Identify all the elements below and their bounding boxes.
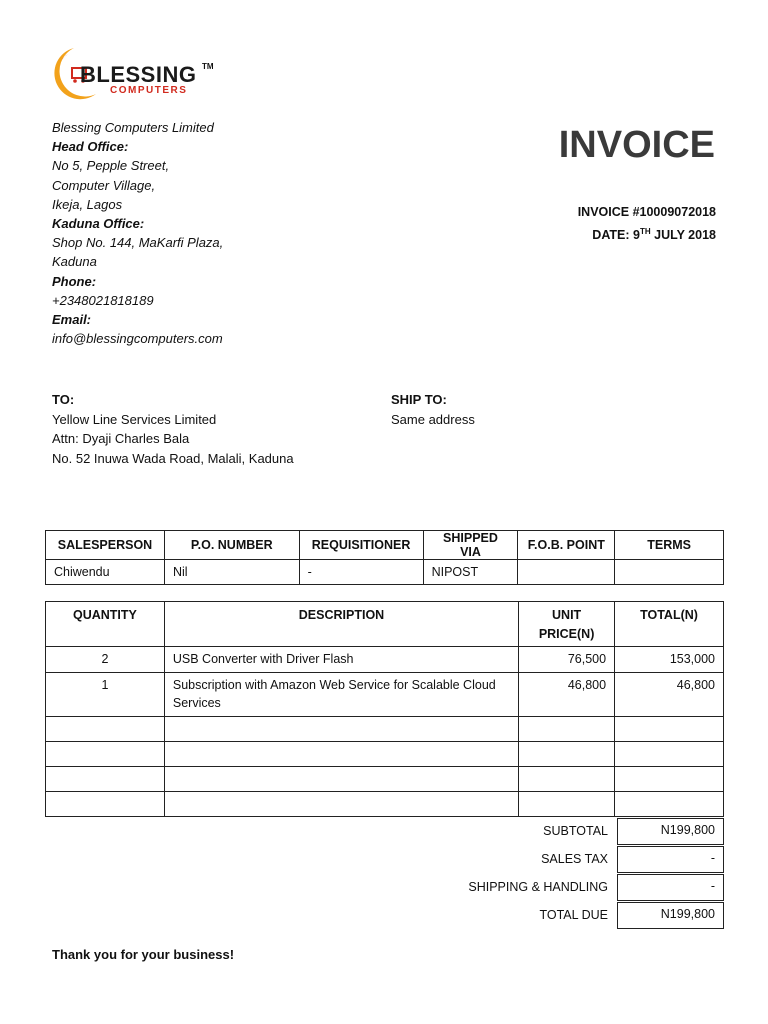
quantity-cell bbox=[46, 792, 165, 817]
brand-name: BLESSING bbox=[80, 62, 197, 87]
total-cell: 46,800 bbox=[615, 673, 724, 717]
total-due-row bbox=[45, 902, 724, 930]
table-row bbox=[46, 673, 724, 717]
email-label: Email: bbox=[52, 312, 92, 328]
head-office-line: Computer Village, bbox=[52, 177, 156, 193]
column-header: SALESPERSON bbox=[46, 531, 165, 560]
description-cell bbox=[164, 717, 518, 742]
quantity-cell: 1 bbox=[46, 673, 165, 717]
column-header: P.O. NUMBER bbox=[164, 531, 299, 560]
email-address: info@blessingcomputers.com bbox=[52, 331, 223, 347]
phone-label: Phone: bbox=[52, 273, 97, 289]
kaduna-office-label: Kaduna Office: bbox=[52, 216, 145, 232]
trademark: TM bbox=[202, 62, 214, 71]
subtotal-value: N199,800 bbox=[617, 818, 724, 845]
sales-tax-value: - bbox=[617, 846, 724, 873]
total-due-label: TOTAL DUE bbox=[539, 908, 608, 922]
kaduna-office-line: Kaduna bbox=[52, 254, 97, 270]
total-cell bbox=[615, 742, 724, 767]
ship-to bbox=[391, 390, 475, 429]
bill-to bbox=[52, 390, 294, 468]
description-cell: Subscription with Amazon Web Service for Scalable Cloud Services bbox=[164, 673, 518, 717]
po-number-cell: Nil bbox=[164, 560, 299, 585]
thank-you-note: Thank you for your business! bbox=[52, 947, 235, 962]
column-header: DESCRIPTION bbox=[164, 602, 518, 647]
invoice-meta bbox=[578, 202, 716, 245]
column-header: SHIPPED VIA bbox=[423, 531, 518, 560]
ship-to-value: Same address bbox=[391, 411, 475, 427]
company-name: Blessing Computers Limited bbox=[52, 120, 214, 135]
line-items-table bbox=[45, 601, 724, 817]
requisitioner-cell: - bbox=[299, 560, 423, 585]
description-cell bbox=[164, 742, 518, 767]
quantity-cell bbox=[46, 717, 165, 742]
table-row bbox=[46, 767, 724, 792]
subtotal-row bbox=[45, 818, 724, 846]
column-header: UNIT PRICE(N) bbox=[519, 602, 615, 647]
unit-price-cell bbox=[519, 767, 615, 792]
total-due-value: N199,800 bbox=[617, 902, 724, 929]
shipping-label: SHIPPING & HANDLING bbox=[468, 880, 608, 894]
shipping-row bbox=[45, 874, 724, 902]
head-office-line: No 5, Pepple Street, bbox=[52, 158, 170, 174]
table-row bbox=[46, 742, 724, 767]
column-header: TOTAL(N) bbox=[615, 602, 724, 647]
invoice-number: INVOICE #10009072018 bbox=[577, 205, 716, 219]
shipped-via-cell: NIPOST bbox=[423, 560, 518, 585]
unit-price-cell bbox=[519, 792, 615, 817]
fob-point-cell bbox=[518, 560, 615, 585]
totals-section bbox=[45, 818, 724, 930]
column-header: QUANTITY bbox=[46, 602, 165, 647]
description-cell: USB Converter with Driver Flash bbox=[164, 647, 518, 673]
unit-price-cell: 46,800 bbox=[519, 673, 615, 717]
column-header: REQUISITIONER bbox=[299, 531, 423, 560]
invoice-date bbox=[578, 222, 716, 245]
order-info-table bbox=[45, 530, 724, 585]
unit-price-cell: 76,500 bbox=[519, 647, 615, 673]
company-logo bbox=[46, 46, 236, 102]
table-row bbox=[46, 717, 724, 742]
head-office-line: Ikeja, Lagos bbox=[52, 196, 123, 212]
table-header-row bbox=[46, 531, 724, 560]
shipping-value: - bbox=[617, 874, 724, 901]
to-line: No. 52 Inuwa Wada Road, Malali, Kaduna bbox=[52, 450, 294, 466]
subtotal-label: SUBTOTAL bbox=[543, 824, 608, 838]
salesperson-cell: Chiwendu bbox=[46, 560, 165, 585]
total-cell bbox=[615, 717, 724, 742]
to-line: Yellow Line Services Limited bbox=[52, 411, 217, 427]
ship-to-label: SHIP TO: bbox=[391, 392, 447, 407]
quantity-cell bbox=[46, 742, 165, 767]
total-cell: 153,000 bbox=[615, 647, 724, 673]
brand-subtitle: COMPUTERS bbox=[110, 85, 188, 96]
date-ordinal: TH bbox=[639, 227, 651, 236]
head-office-label: Head Office: bbox=[52, 139, 129, 155]
unit-price-cell bbox=[519, 717, 615, 742]
to-line: Attn: Dyaji Charles Bala bbox=[52, 431, 190, 446]
company-info bbox=[52, 118, 223, 348]
column-header: F.O.B. POINT bbox=[518, 531, 615, 560]
invoice-title: INVOICE bbox=[558, 124, 715, 166]
date-suffix: JULY 2018 bbox=[650, 228, 716, 243]
date-prefix: DATE: 9 bbox=[592, 228, 640, 243]
kaduna-office-line: Shop No. 144, MaKarfi Plaza, bbox=[52, 235, 224, 251]
terms-cell bbox=[615, 560, 724, 585]
table-row bbox=[46, 560, 724, 585]
column-header: TERMS bbox=[615, 531, 724, 560]
unit-price-cell bbox=[519, 742, 615, 767]
table-row bbox=[46, 647, 724, 673]
sales-tax-row bbox=[45, 846, 724, 874]
table-row bbox=[46, 792, 724, 817]
total-cell bbox=[615, 792, 724, 817]
sales-tax-label: SALES TAX bbox=[541, 852, 608, 866]
quantity-cell bbox=[46, 767, 165, 792]
description-cell bbox=[164, 792, 518, 817]
description-cell bbox=[164, 767, 518, 792]
phone-number: +2348021818189 bbox=[52, 292, 154, 308]
to-label: TO: bbox=[52, 392, 75, 407]
table-header-row bbox=[46, 602, 724, 647]
quantity-cell: 2 bbox=[46, 647, 165, 673]
total-cell bbox=[615, 767, 724, 792]
